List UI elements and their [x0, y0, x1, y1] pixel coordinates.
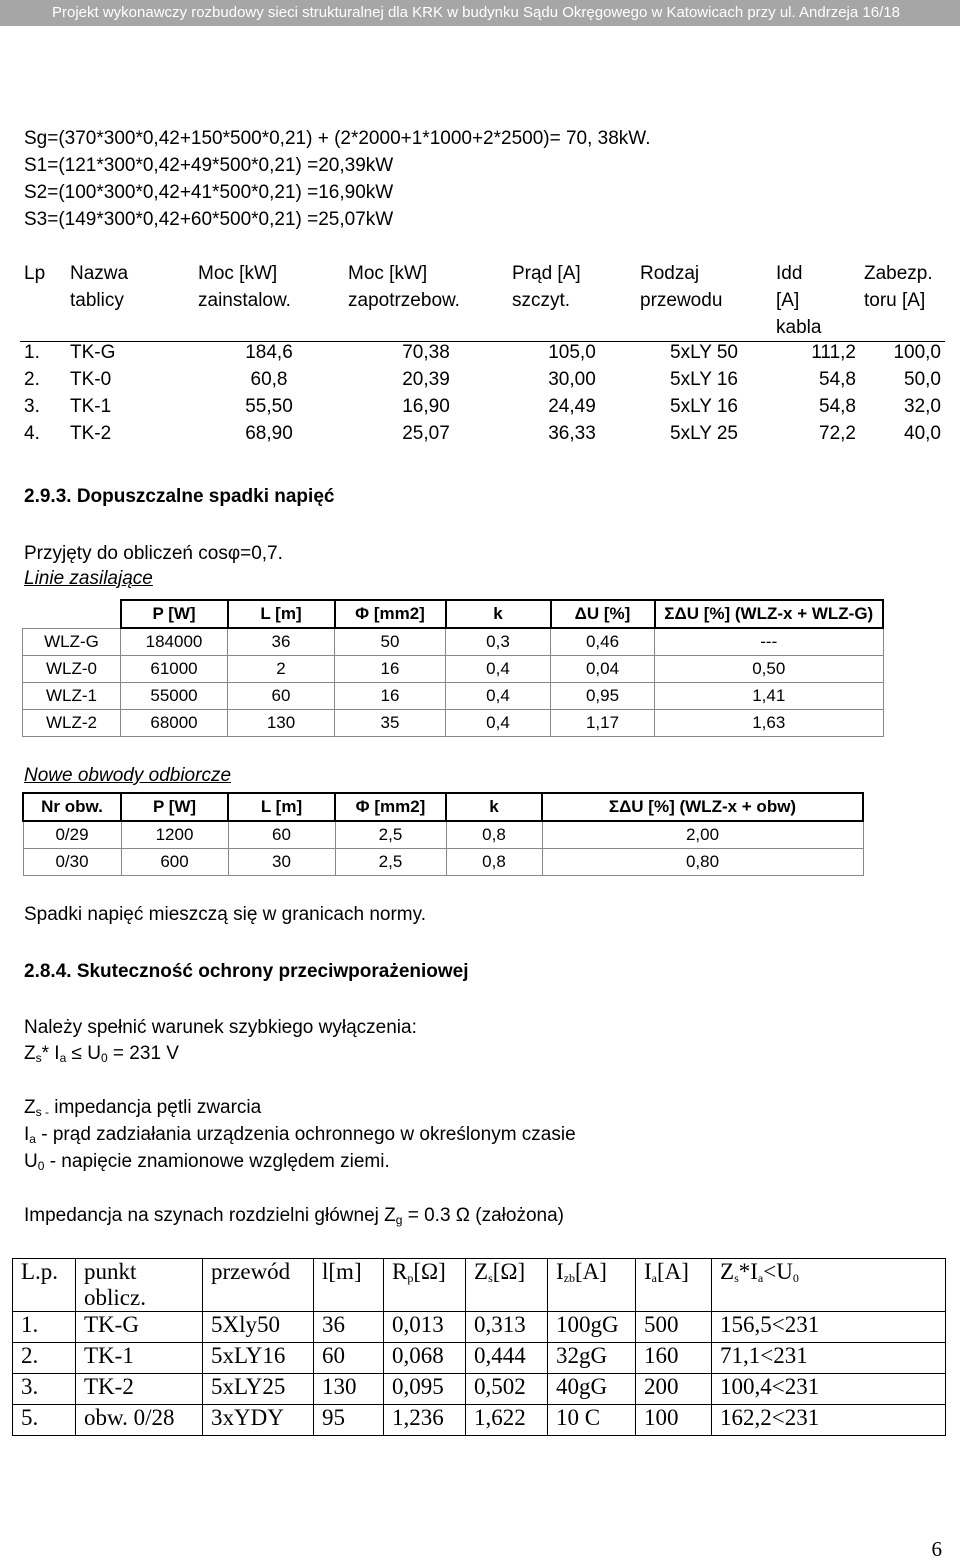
th-lp: Lp — [24, 263, 46, 284]
formula-s2: S2=(100*300*0,42+41*500*0,21) =16,90kW — [24, 182, 394, 203]
cell: 5xLY16 — [203, 1343, 314, 1374]
th-phi: Φ [mm2] — [335, 600, 446, 628]
table-row — [20, 369, 945, 396]
th-moc-zainst: Moc [kW] zainstalow. — [198, 263, 291, 311]
cell: 24,49 — [548, 396, 596, 417]
cell: 0,4 — [446, 683, 551, 710]
th-rodzaj: Rodzaj przewodu — [640, 263, 723, 311]
cell: 95 — [314, 1405, 384, 1436]
section-heading-293: 2.9.3. Dopuszczalne spadki napięć — [24, 486, 335, 507]
th-punkt: punkt oblicz. — [76, 1259, 203, 1312]
cell: 61000 — [121, 656, 228, 683]
cell: 184,6 — [245, 342, 293, 363]
cell: 5xLY25 — [203, 1374, 314, 1405]
cell: 16 — [335, 656, 446, 683]
cell: 60 — [228, 821, 335, 849]
th-prad: Prąd [A] szczyt. — [512, 263, 581, 311]
cell: TK-G — [76, 1312, 203, 1343]
cell: 1. — [24, 342, 40, 363]
cell: 60,8 — [250, 369, 288, 390]
cell: 500 — [636, 1312, 712, 1343]
page-header: Projekt wykonawczy rozbudowy sieci strukturalnej dla KRK w budynku Sądu Okręgowego w Katowicach przy ul. Andrzeja 16/18 — [0, 0, 960, 26]
table-header-row — [23, 793, 863, 821]
cell: 130 — [228, 710, 335, 737]
cell: --- — [655, 628, 884, 656]
cell: 3xYDY — [203, 1405, 314, 1436]
cell: WLZ-2 — [23, 710, 121, 737]
th-sum-du: ΣΔU [%] (WLZ-x + obw) — [542, 793, 863, 821]
cell: 32gG — [548, 1343, 636, 1374]
table-row — [20, 342, 945, 370]
new-circuits-label: Nowe obwody odbiorcze — [24, 765, 232, 786]
cell: 184000 — [121, 628, 228, 656]
cell: 1. — [13, 1312, 76, 1343]
cell — [23, 600, 121, 628]
cell: 72,2 — [819, 423, 856, 444]
th-p: P [W] — [121, 793, 228, 821]
cell: 32,0 — [904, 396, 941, 417]
cell: 0,8 — [446, 849, 542, 876]
cell: WLZ-1 — [23, 683, 121, 710]
th-moc-zapotrz: Moc [kW] zapotrzebow. — [348, 263, 460, 311]
formula-s1: S1=(121*300*0,42+49*500*0,21) =20,39kW — [24, 155, 394, 176]
cell: 156,5<231 — [712, 1312, 946, 1343]
table-row — [23, 710, 884, 737]
cell: 130 — [314, 1374, 384, 1405]
table-row — [23, 821, 863, 849]
cell: WLZ-0 — [23, 656, 121, 683]
cell: 0,50 — [655, 656, 884, 683]
cell: 100gG — [548, 1312, 636, 1343]
formula-sg: Sg=(370*300*0,42+150*500*0,21) + (2*2000+1*1000+2*2500)= 70, 38kW. — [24, 128, 651, 149]
cell: 54,8 — [819, 369, 856, 390]
cell: 2,5 — [335, 849, 446, 876]
table-header-row — [23, 600, 884, 628]
th-du: ΔU [%] — [551, 600, 655, 628]
table-header-row — [13, 1259, 946, 1312]
cell: WLZ-G — [23, 628, 121, 656]
cell: 60 — [314, 1343, 384, 1374]
cell: obw. 0/28 — [76, 1405, 203, 1436]
cell: 200 — [636, 1374, 712, 1405]
cell: 68000 — [121, 710, 228, 737]
circuit-voltage-drop-table — [22, 792, 864, 876]
page-number: 6 — [931, 1537, 942, 1561]
cell: 0,444 — [466, 1343, 548, 1374]
table-row — [23, 849, 863, 876]
th-nr-obw: Nr obw. — [23, 793, 121, 821]
cell: 10 C — [548, 1405, 636, 1436]
cell: 36 — [314, 1312, 384, 1343]
voltage-drop-conclusion: Spadki napięć mieszczą się w granicach normy. — [24, 904, 426, 925]
th-zs: $Z_s[\Omega]$ — [466, 1259, 548, 1312]
th-idd: Idd [A] kabla — [776, 263, 822, 338]
cell: 1,17 — [551, 710, 655, 737]
cell: 600 — [121, 849, 228, 876]
th-izb: $I_{zb}[A]$ — [548, 1259, 636, 1312]
cell: 36 — [228, 628, 335, 656]
table-row — [13, 1343, 946, 1374]
th-przewod: przewód — [203, 1259, 314, 1312]
cell: 5xLY 16 — [670, 396, 738, 417]
cell: 60 — [228, 683, 335, 710]
cell: 30 — [228, 849, 335, 876]
cell: 160 — [636, 1343, 712, 1374]
th-sum-du: ΣΔU [%] (WLZ-x + WLZ-G) — [655, 600, 884, 628]
cell: 5Xly50 — [203, 1312, 314, 1343]
cell: 0,04 — [551, 656, 655, 683]
cell: 5xLY 16 — [670, 369, 738, 390]
cell: 100 — [636, 1405, 712, 1436]
cell: 0,3 — [446, 628, 551, 656]
cell: 25,07 — [402, 423, 450, 444]
cell: 3. — [13, 1374, 76, 1405]
cell: 2. — [24, 369, 40, 390]
feeder-voltage-drop-table — [22, 599, 884, 737]
cell: 2,5 — [335, 821, 446, 849]
definition-u0: $U_0$ - napięcie znamionowe względem ziemi. — [24, 1151, 390, 1173]
cell: 2,00 — [542, 821, 863, 849]
th-l: L [m] — [228, 793, 335, 821]
cell: 35 — [335, 710, 446, 737]
cell: 5xLY 25 — [670, 423, 738, 444]
table-row — [13, 1405, 946, 1436]
cell: 111,2 — [811, 342, 856, 363]
cell: 40gG — [548, 1374, 636, 1405]
cell: 100,4<231 — [712, 1374, 946, 1405]
cell: 20,39 — [402, 369, 450, 390]
cell: 50 — [335, 628, 446, 656]
condition-intro: Należy spełnić warunek szybkiego wyłączenia: — [24, 1017, 417, 1038]
table-row — [23, 656, 884, 683]
table-row — [20, 396, 945, 423]
cell: 0,80 — [542, 849, 863, 876]
cos-phi-text: Przyjęty do obliczeń cosφ=0,7. — [24, 543, 283, 564]
th-rp: $R_p[\Omega]$ — [384, 1259, 466, 1312]
cell: 0,8 — [446, 821, 542, 849]
th-k: k — [446, 793, 542, 821]
th-zabezp: Zabezp. toru [A] — [864, 263, 933, 311]
cell: TK-2 — [76, 1374, 203, 1405]
cell: 105,0 — [548, 342, 596, 363]
formula-s3: S3=(149*300*0,42+60*500*0,21) =25,07kW — [24, 209, 394, 230]
feeder-lines-label: Linie zasilające — [24, 568, 153, 589]
definition-zs: $Z_{s -}$ impedancja pętli zwarcia — [24, 1097, 262, 1119]
cell: 0/29 — [23, 821, 121, 849]
table-row — [13, 1312, 946, 1343]
cell: 0,313 — [466, 1312, 548, 1343]
cell: 2. — [13, 1343, 76, 1374]
cell: 0,013 — [384, 1312, 466, 1343]
cell: 100,0 — [893, 342, 941, 363]
table-row — [23, 628, 884, 656]
cell: 0,095 — [384, 1374, 466, 1405]
cell: TK-G — [70, 342, 116, 363]
th-l: L [m] — [228, 600, 335, 628]
th-ia: $I_a[A]$ — [636, 1259, 712, 1312]
cell: 55,50 — [245, 396, 293, 417]
cell: 55000 — [121, 683, 228, 710]
cell: 2 — [228, 656, 335, 683]
cell: 68,90 — [245, 423, 293, 444]
cell: 16 — [335, 683, 446, 710]
cell: 0,4 — [446, 710, 551, 737]
table-row — [23, 683, 884, 710]
th-nazwa: Nazwa tablicy — [70, 263, 129, 311]
table-row — [20, 423, 945, 450]
cell: 0,502 — [466, 1374, 548, 1405]
cell: 3. — [24, 396, 40, 417]
cell: 162,2<231 — [712, 1405, 946, 1436]
definition-ia: $I_a$ - prąd zadziałania urządzenia ochronnego w określonym czasie — [24, 1124, 576, 1146]
cell: 0,95 — [551, 683, 655, 710]
th-phi: Φ [mm2] — [335, 793, 446, 821]
cell: 1200 — [121, 821, 228, 849]
cell: TK-1 — [70, 396, 112, 417]
th-k: k — [446, 600, 551, 628]
table-row — [13, 1374, 946, 1405]
cell: 5xLY 50 — [670, 342, 738, 363]
cell: 70,38 — [402, 342, 450, 363]
disconnect-condition: $Z_s*$ $I_a \le U_0 = 231$ V — [24, 1043, 179, 1065]
cell: 40,0 — [904, 423, 941, 444]
th-l: l[m] — [314, 1259, 384, 1312]
cell: TK-2 — [70, 423, 112, 444]
cell: 0,4 — [446, 656, 551, 683]
fault-loop-table — [12, 1258, 946, 1436]
cell: 0,068 — [384, 1343, 466, 1374]
cell: TK-0 — [70, 369, 112, 390]
cell: 71,1<231 — [712, 1343, 946, 1374]
busbar-impedance-text: Impedancja na szynach rozdzielni głównej $Z_g = 0.3$ Ω (założona) — [24, 1205, 564, 1227]
cell: 36,33 — [548, 423, 596, 444]
th-p: P [W] — [121, 600, 228, 628]
th-lp: L.p. — [13, 1259, 76, 1312]
cell: 1,41 — [655, 683, 884, 710]
power-table — [20, 260, 945, 450]
cell: 5. — [13, 1405, 76, 1436]
cell: 0,46 — [551, 628, 655, 656]
section-heading-284: 2.8.4. Skuteczność ochrony przeciwporażeniowej — [24, 961, 469, 982]
cell: TK-1 — [76, 1343, 203, 1374]
cell: 1,236 — [384, 1405, 466, 1436]
cell: 30,00 — [548, 369, 596, 390]
cell: 0/30 — [23, 849, 121, 876]
th-condition: $Z_s*I_a<U_0$ — [712, 1259, 946, 1312]
power-table-header — [20, 260, 945, 342]
cell: 54,8 — [819, 396, 856, 417]
cell: 4. — [24, 423, 40, 444]
cell: 50,0 — [904, 369, 941, 390]
cell: 1,63 — [655, 710, 884, 737]
cell: 1,622 — [466, 1405, 548, 1436]
cell: 16,90 — [402, 396, 450, 417]
